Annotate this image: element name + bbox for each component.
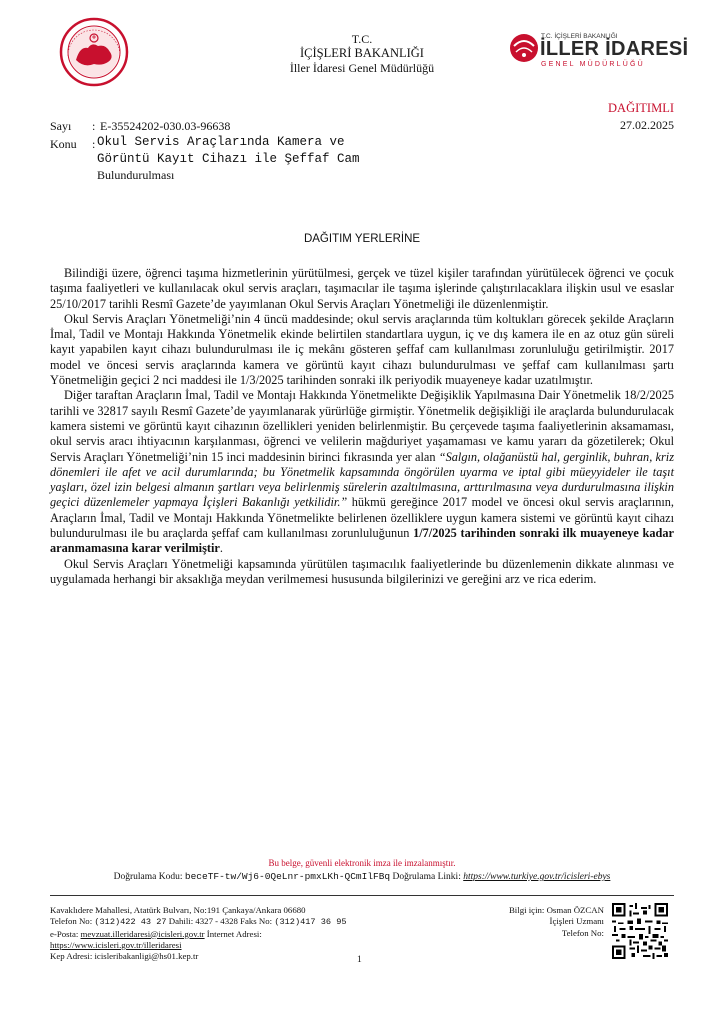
paragraph: Diğer taraftan Araçların İmal, Tadil ve Montajı Hakkında Yönetmelikte Değişiklik Yapılmasına Dair Yönetmelik 18/2/2025 tarihli ve 32817 sayılı Resmî Gazete’de yayımlanarak yürürlüğe girmiştir. Yönetmelik değişikliği ile araçlarda bulundurulacak kamera sistemi ve görüntü kayıt cihazının özellikleri yeniden belirlenmiştir. Bu çerçevede taşıma faaliyetlerinin aksamaması, okul servis aracı ihtiyacının karşılanması, öğrenci ve velilerin mağduriyet yaşamaması ve kamu yararı da gözetilerek; Okul Servis Araçları Yönetmeliği’nin 15 inci maddesinin birinci fıkrasında yer alan “Salgın, olağanüstü hal, gerginlik, buhran, kriz dönemleri ile afet ve acil durumlarında; bu Yönetmelik kapsamında öngörülen uyarma ve iptal gibi müeyyideler ile taşıt yaşları, özel izin belgesi almanın şartları veya belirlenmiş sürelerin azaltılmasına, arttırılmasına veya durdurulmasına ilişkin geçici düzenlemeler yapmaya İçişleri Bakanlığı yetkilidir.” hükmü gereğince 2017 model ve öncesi okul servis araçlarının, Araçların İmal, Tadil ve Montajı Hakkında Yönetmelikte belirlenen özelliklere uygun kamera sistemi ve görüntü kayıt cihazı bulundurulması ile bu araçlarda şeffaf cam kullanılması zorunluluğunun 1/7/2025 tarihinden sonraki ilk muayeneye kadar aranmamasına karar verilmiştir. xyxy=(50,388,674,556)
paragraph-text: hükmü gereğince 2017 model ve öncesi okul servis araçlarının, Araçların İmal, Tadil ve Montajı Hakkında Yönetmelikte belirlenen özelliklere uygun kamera sistemi ve görüntü kayıt cihazı bulundurulması ile bu araçlarda şeffaf cam kullanılması zorunluluğunun xyxy=(50,495,674,541)
logo-main-text: İLLER İDARESİ xyxy=(540,38,689,60)
paragraph-text: Diğer taraftan Araçların İmal, Tadil ve Montajı Hakkında Yönetmelikte Değişiklik Yapılmasına Dair Yönetmelik 18/2/2025 tarihli ve 32817 sayılı Resmî Gazete’de yayımlanarak yürürlüğe girmiştir. Yönetmelik değişikliği ile araçlarda bulundurulacak kamera sistemi ve görüntü kayıt cihazının özellikleri yeniden belirlenmiştir. Bu çerçevede taşıma faaliyetlerinin aksamaması, okul servis aracı ihtiyacının karşılanması, öğrenci ve velilerin mağduriyet yaşamaması ve kamu yararı da gözetilerek; Okul Servis Araçları Yönetmeliği’nin 15 inci maddesinin birinci fıkrasında yer alan xyxy=(50,388,674,464)
paragraph: Okul Servis Araçları Yönetmeliği kapsamında yürütülen taşımacılık faaliyetlerinde bu düzenlemenin dikkate alınması ve uygulamada herhangi bir aksaklığa meydan verilmemesi hususunda bilgilerinizi ve gereğini arz ve rica ederim. xyxy=(50,556,674,586)
esign-note: Bu belge, güvenli elektronik imza ile imzalanmıştır. xyxy=(268,858,456,868)
distribution-label: DAĞITIMLI xyxy=(608,101,674,115)
sayi-colon: : xyxy=(92,119,96,133)
paragraph: Okul Servis Araçları Yönetmeliği’nin 4 üncü maddesinde; okul servis araçlarında tüm koltukları görecek şekilde Araçların İmal, Tadil ve Montajı Hakkında Yönetmelik ekinde belirtilen standartlara uygun, iç ve dış kamera ile en az otuz gün süreli kayıt yapabilen kayıt cihazı bulundurulması ile iç mekânı gösteren şeffaf cam kullanılması zorunluluğu getirilmiştir. 2017 model ve öncesi servis araçlarında kamera ve görüntü kayıt cihazı bulundurulması ve şeffaf cam kullanılması şartı Yönetmeliğin geçici 2 nci maddesi ile 1/3/2025 tarihinden sonraki ilk periyodik muayeneye kadar uzatılmıştır. xyxy=(50,311,674,388)
regulation-quote: “Salgın, olağanüstü hal, gerginlik, buhran, kriz dönemleri ile afet ve acil durumlarında; bu Yönetmelik kapsamında öngörülen uyarma ve iptal gibi müeyyideler ile taşıt yaşları, özel izin belgesi almanın şartları veya belirlenmiş sürelerin azaltılmasına, arttırılmasına veya durdurulmasına ilişkin geçici düzenlemeler yapmaya İçişleri Bakanlığı yetkilidir.” xyxy=(50,449,674,510)
address-line: Kavaklıdere Mahallesi, Atatürk Bulvarı, No:191 Çankaya/Ankara 06680 xyxy=(50,905,306,915)
recipients-heading: DAĞITIM YERLERİNE xyxy=(303,233,421,245)
konu-line: Görüntü Kayıt Cihazı ile Şeffaf Cam xyxy=(97,152,360,166)
header-tc: T.C. xyxy=(351,32,373,46)
verify-code: beceTF-tw/Wj6-0QeLnr-pmxLKh-QCmIlFBq xyxy=(184,871,391,882)
email-link[interactable]: mevzuat.illeridaresi@icisleri.gov.tr xyxy=(80,928,205,939)
konu-line: Okul Servis Araçlarında Kamera ve xyxy=(97,135,345,149)
web-link[interactable]: https://www.icisleri.gov.tr/illeridaresi xyxy=(50,939,182,950)
address-block xyxy=(50,905,450,962)
verify-link-label: Doğrulama Linki: xyxy=(392,872,461,882)
logo-sub-text: GENEL MÜDÜRLÜĞÜ xyxy=(541,61,645,68)
konu-line: Bulundurulması xyxy=(97,168,175,182)
verify-link[interactable]: https://www.turkiye.gov.tr/icisleri-ebys xyxy=(463,872,611,882)
phone-line: Telefon No: (312)422 43 27 Dahili: 4327 - 4328 Faks No: (312)417 36 95 xyxy=(50,916,347,928)
contact-title: İçişleri Uzmanı xyxy=(549,916,604,927)
verification-line xyxy=(0,871,724,882)
document-date: 27.02.2025 xyxy=(620,118,674,132)
konu-value xyxy=(97,134,397,168)
header-ministry: İÇİŞLERİ BAKANLIĞI xyxy=(300,46,424,60)
footer-divider xyxy=(50,895,674,896)
konu-label: Konu xyxy=(50,137,77,151)
konu-colon: : xyxy=(92,137,96,151)
letter-body xyxy=(50,266,674,587)
contact-block xyxy=(480,905,604,939)
header-directorate: İller İdaresi Genel Müdürlüğü xyxy=(289,61,435,75)
contact-phone-label: Telefon No: xyxy=(561,927,604,938)
kep-line: Kep Adresi: icisleribakanligi@hs01.kep.tr xyxy=(50,951,199,962)
logo-small-text: T.C. İÇİŞLERİ BAKANLIĞI xyxy=(541,33,618,40)
verify-label: Doğrulama Kodu: xyxy=(113,872,183,882)
sayi-value: E-35524202-030.03-96638 xyxy=(100,119,231,133)
qr-code-icon xyxy=(612,903,668,959)
page-number: 1 xyxy=(357,955,362,965)
sayi-label: Sayı xyxy=(50,119,72,133)
email-line: e-Posta: mevzuat.illeridaresi@icisleri.gov.tr İnternet Adresi: xyxy=(50,928,262,939)
contact-name: Bilgi için: Osman ÖZCAN xyxy=(508,905,604,915)
decision-text: 1/7/2025 tarihinden sonraki ilk muayeneye kadar aranmamasına karar verilmiştir xyxy=(50,526,674,556)
paragraph: Bilindiği üzere, öğrenci taşıma hizmetlerinin yürütülmesi, gerçek ve tüzel kişiler tarafından yürütülecek öğrenci ve çocuk taşıma faaliyetleri ve kullanılacak okul servis araçları, taşımacılar ile taşıma işlerinde çalıştırılacaklara ilişkin usul ve esaslar 25/10/2017 tarihli Resmî Gazete’de yayımlanan Okul Servis Araçları Yönetmeliği ile düzenlenmiştir. xyxy=(50,266,674,311)
